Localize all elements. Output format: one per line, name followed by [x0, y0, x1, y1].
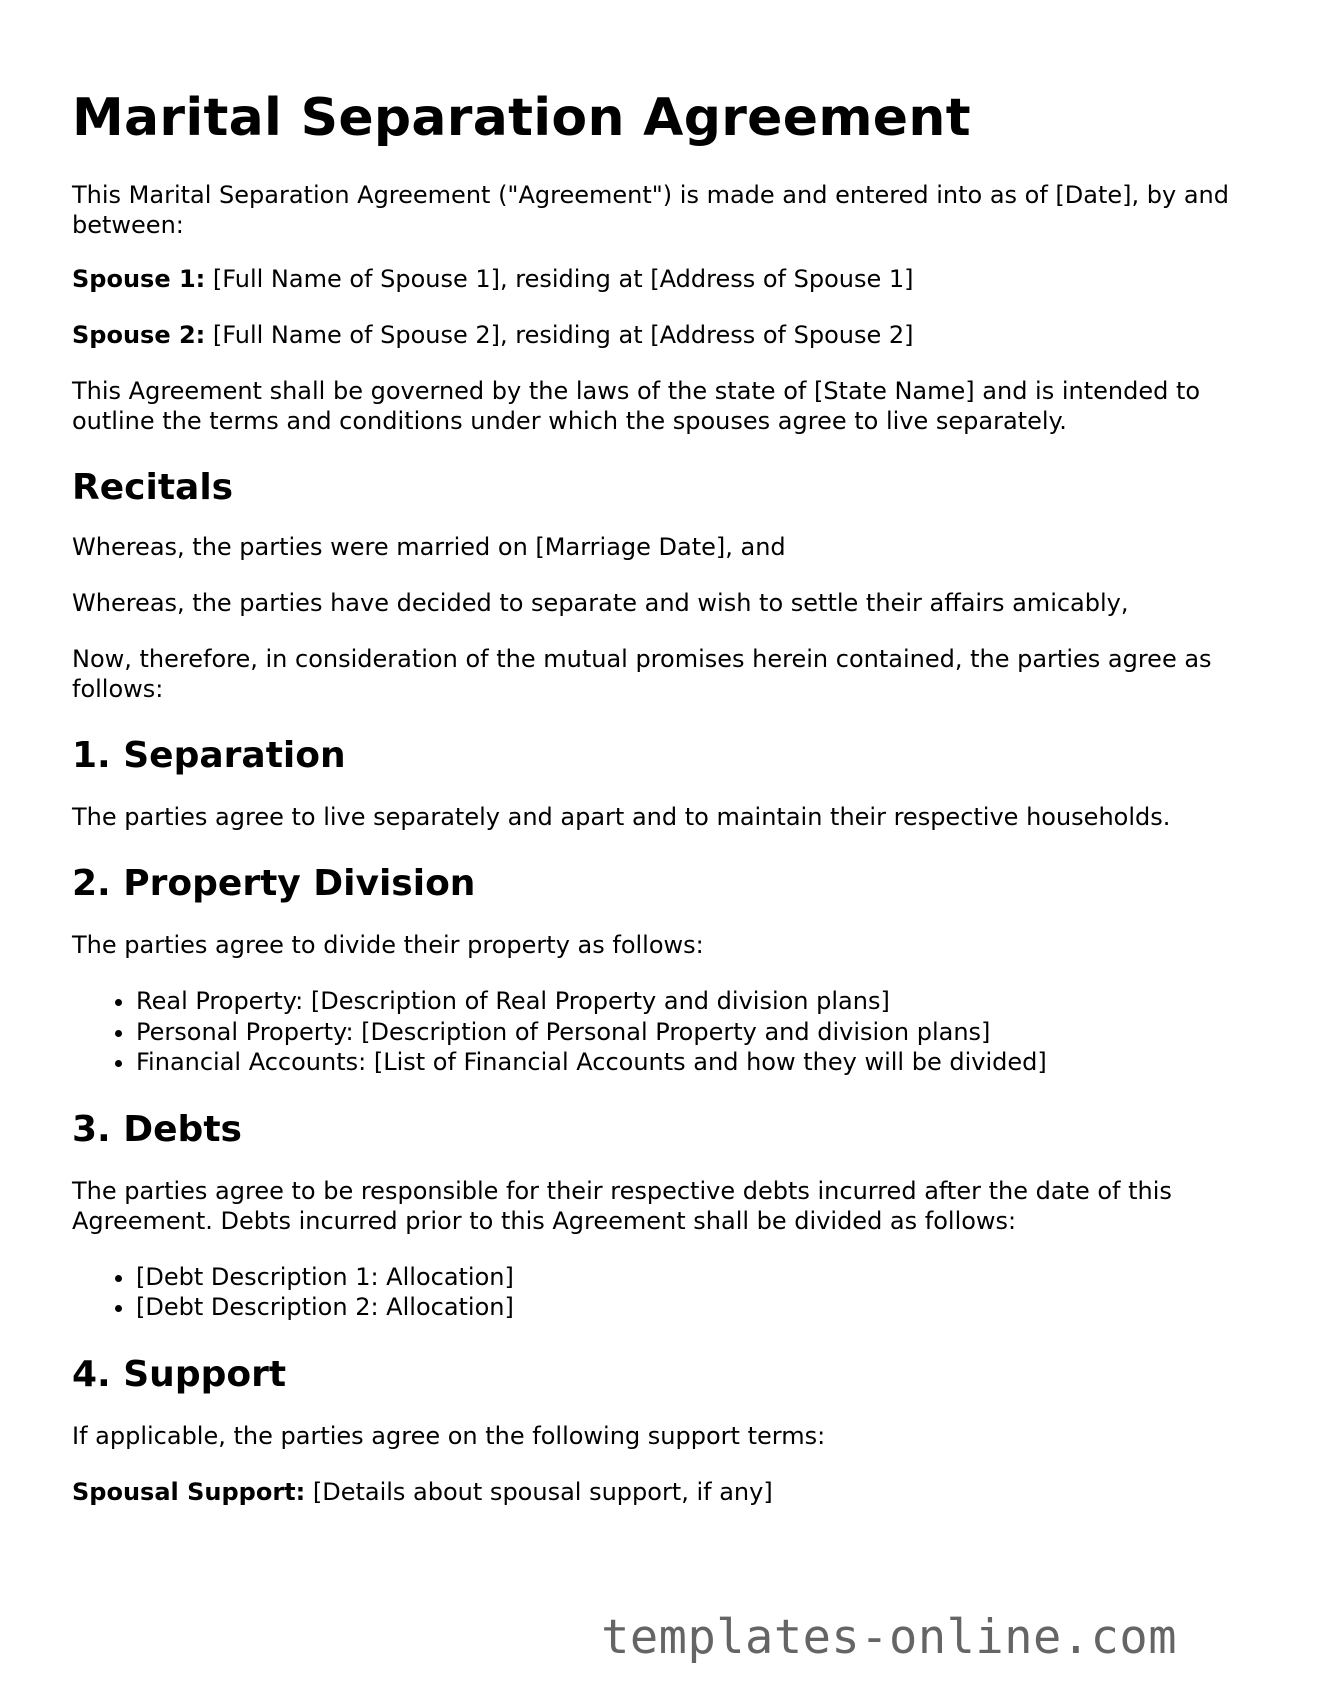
- list-item: • Real Property: [Description of Real Property and division plans]: [136, 986, 1252, 1017]
- section-2-heading: 2. Property Division: [72, 863, 476, 904]
- spouse-1-line: [72, 264, 1252, 294]
- document-title: Marital Separation Agreement: [72, 88, 971, 148]
- spouse-2-details: [Full Name of Spouse 2], residing at [Address of Spouse 2]: [205, 321, 914, 349]
- property-list: [72, 986, 1252, 1078]
- list-item: • Financial Accounts: [List of Financial Accounts and how they will be divided]: [136, 1047, 1252, 1078]
- spouse-1-details: [Full Name of Spouse 1], residing at [Address of Spouse 1]: [205, 265, 914, 293]
- spousal-support-label: Spousal Support:: [72, 1477, 306, 1506]
- list-item: • [Debt Description 2: Allocation]: [136, 1292, 1252, 1323]
- section-2-text: The parties agree to divide their property as follows:: [72, 931, 704, 959]
- section-4-text: If applicable, the parties agree on the following support terms:: [72, 1421, 826, 1450]
- recital-paragraph: Now, therefore, in consideration of the mutual promises herein contained, the parties agree as follows:: [72, 645, 1212, 703]
- section-3-text: The parties agree to be responsible for their respective debts incurred after the date of this Agreement. Debts incurred prior to this Agreement shall be divided as follows:: [72, 1176, 1172, 1235]
- document-page: [72, 88, 1252, 1533]
- list-item: • Personal Property: [Description of Personal Property and division plans]: [136, 1017, 1252, 1048]
- recital-paragraph: Whereas, the parties have decided to separate and wish to settle their affairs amicably,: [72, 589, 1129, 617]
- spouse-2-line: [72, 320, 1252, 350]
- spousal-support-line: [72, 1477, 1252, 1507]
- section-1-text: The parties agree to live separately and apart and to maintain their respective households.: [72, 803, 1171, 831]
- list-item: • [Debt Description 1: Allocation]: [136, 1262, 1252, 1293]
- section-3-heading: 3. Debts: [72, 1108, 242, 1150]
- intro-paragraph: This Marital Separation Agreement ("Agreement") is made and entered into as of [Date], by and between:: [72, 181, 1229, 239]
- governing-law-paragraph: This Agreement shall be governed by the laws of the state of [State Name] and is intended to outline the terms and conditions under which the spouses agree to live separately.: [72, 377, 1201, 435]
- debts-list: [72, 1262, 1252, 1323]
- spousal-support-details: [Details about spousal support, if any]: [305, 1477, 773, 1506]
- recitals-heading: Recitals: [72, 467, 234, 508]
- spouse-1-label: Spouse 1:: [72, 265, 206, 293]
- section-4-heading: 4. Support: [72, 1353, 287, 1395]
- watermark-text: templates-online.com: [601, 1610, 1177, 1665]
- recital-paragraph: Whereas, the parties were married on [Marriage Date], and: [72, 533, 786, 561]
- section-1-heading: 1. Separation: [72, 735, 346, 776]
- spouse-2-label: Spouse 2:: [72, 321, 206, 349]
